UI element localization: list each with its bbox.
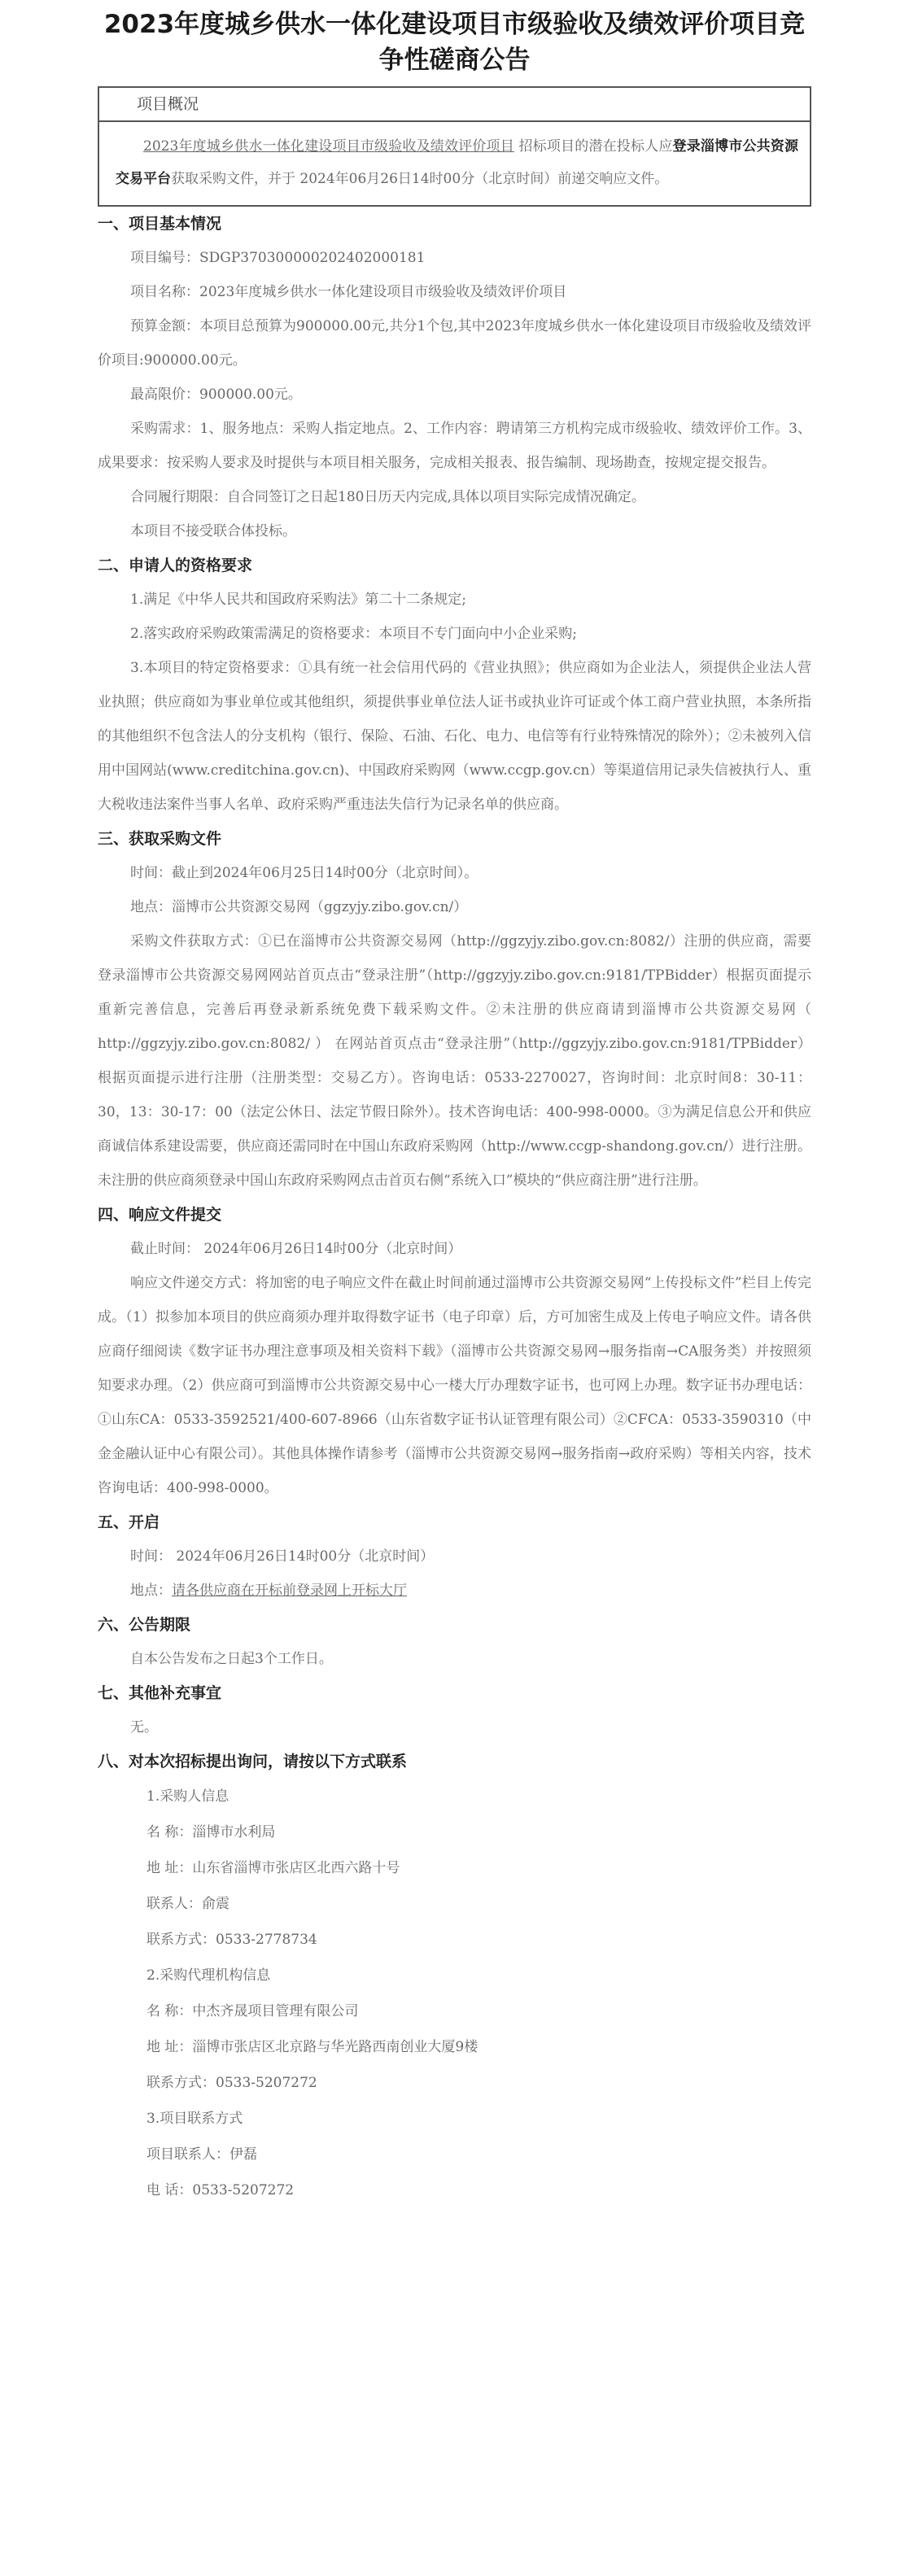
project-contact-title: 3.项目联系方式	[146, 2111, 243, 2127]
qualification-2: 2.落实政府采购政策需满足的资格要求：本项目不专门面向中小企业采购;	[130, 626, 577, 642]
overview-text	[99, 122, 810, 205]
section-heading-qualification: 二、申请人的资格要求	[98, 557, 253, 574]
agent-info-title: 2.采购代理机构信息	[146, 1967, 271, 1984]
buyer-name: 名 称：淄博市水利局	[146, 1824, 276, 1840]
section-heading-notice-period: 六、公告期限	[98, 1616, 191, 1634]
section-heading-opening: 五、开启	[98, 1513, 160, 1531]
section-heading-submission: 四、响应文件提交	[98, 1206, 222, 1224]
agent-phone: 联系方式：0533-5207272	[146, 2075, 317, 2091]
project-name: 项目名称：2023年度城乡供水一体化建设项目市级验收及绩效评价项目	[130, 284, 567, 300]
project-contact-person: 项目联系人：伊磊	[146, 2146, 257, 2163]
buyer-contact: 联系人：俞震	[146, 1896, 229, 1912]
overview-platform: 登录淄博市公共资源交易平台	[116, 138, 798, 187]
qualification-1: 1.满足《中华人民共和国政府采购法》第二十二条规定;	[130, 592, 466, 608]
other-matters: 无。	[130, 1719, 158, 1736]
buyer-address: 地 址：山东省淄博市张店区北西六路十号	[146, 1860, 400, 1876]
agent-address: 地 址：淄博市张店区北京路与华光路西南创业大厦9楼	[146, 2039, 479, 2055]
obtain-location: 地点：淄博市公共资源交易网（ggzyjy.zibo.gov.cn/）	[130, 899, 468, 915]
buyer-info-title: 1.采购人信息	[146, 1788, 229, 1805]
opening-location-label: 地点：	[130, 1583, 172, 1599]
opening-time: 时间： 2024年06月26日14时00分（北京时间）	[130, 1548, 435, 1565]
obtain-time: 时间：截止到2024年06月25日14时00分（北京时间）。	[130, 865, 479, 881]
obtain-method: 采购文件获取方式：①已在淄博市公共资源交易网（http://ggzyjy.zibo.gov.cn:8082/）注册的供应商，需要登录淄博市公共资源交易网网站首页点击“登录注册”（http://ggzyjy.zibo.gov.cn:9181/TPBidder）根据页面提示重新完善信息，完善后再登录新系统免费下载采购文件。②未注册的供应商请到淄博市公共资源交易网（ http://ggzyjy.zibo.gov.cn:8082/ ） 在网站首页点击“登录注册”（http://ggzyjy.zibo.gov.cn:9181/TPBidder）根据页面提示进行注册（注册类型：交易乙方）。咨询电话：0533-2270027，咨询时间：北京时间8：30-11：30，13：30-17：00（法定公休日、法定节假日除外）。技术咨询电话：400-998-0000。③为满足信息公开和供应商诚信体系建设需要，供应商还需同时在中国山东政府采购网（http://www.ccgp-shandong.gov.cn/）进行注册。未注册的供应商须登录中国山东政府采购网点击首页右侧“系统入口”模块的“供应商注册”进行注册。	[98, 933, 811, 1189]
max-price: 最高限价：900000.00元。	[130, 386, 302, 403]
qualification-3: 3.本项目的特定资格要求：①具有统一社会信用代码的《营业执照》；供应商如为企业法人，须提供企业法人营业执照；供应商如为事业单位或其他组织，须提供事业单位法人证书或执业许可证或个体工商户营业执照，本条所指的其他组织不包含法人的分支机构（银行、保险、石油、石化、电力、电信等有行业特殊情况的除外）；②未被列入信用中国网站(www.creditchina.gov.cn)、中国政府采购网（www.ccgp.gov.cn）等渠道信用记录失信被执行人、重大税收违法案件当事人名单、政府采购严重违法失信行为记录名单的供应商。	[98, 660, 811, 813]
page-title: 2023年度城乡供水一体化建设项目市级验收及绩效评价项目竞争性磋商公告	[103, 10, 806, 75]
project-contact-phone: 电 话：0533-5207272	[146, 2182, 295, 2198]
overview-box	[98, 86, 811, 207]
overview-project-name: 2023年度城乡供水一体化建设项目市级验收及绩效评价项目	[143, 138, 514, 155]
overview-header: 项目概况	[99, 88, 810, 122]
opening-hall-link[interactable]: 请各供应商在开标前登录网上开标大厅	[172, 1583, 407, 1599]
section-heading-basic-info: 一、项目基本情况	[98, 215, 222, 233]
project-number: 项目编号：SDGP370300000202402000181	[130, 250, 426, 266]
notice-period: 自本公告发布之日起3个工作日。	[130, 1651, 333, 1667]
procurement-requirements: 采购需求：1、服务地点：采购人指定地点。2、工作内容：聘请第三方机构完成市级验收、绩效评价工作。3、成果要求：按采购人要求及时提供与本项目相关服务，完成相关报表、报告编制、现场勘查，按规定提交报告。	[98, 421, 811, 471]
section-heading-contact: 八、对本次招标提出询问，请按以下方式联系	[98, 1753, 408, 1770]
submission-method: 响应文件递交方式：将加密的电子响应文件在截止时间前通过淄博市公共资源交易网“上传投标文件”栏目上传完成。（1）拟参加本项目的供应商须办理并取得数字证书（电子印章）后，方可加密生成及上传电子响应文件。请各供应商仔细阅读《数字证书办理注意事项及相关资料下载》（淄博市公共资源交易网→服务指南→CA服务类）并按照须知要求办理。（2）供应商可到淄博市公共资源交易中心一楼大厅办理数字证书，也可网上办理。数字证书办理电话：①山东CA：0533-3592521/400-607-8966（山东省数字证书认证管理有限公司）②CFCA：0533-3590310（中金金融认证中心有限公司）。其他具体操作请参考（淄博市公共资源交易网→服务指南→政府采购）等相关内容，技术咨询电话：400-998-0000。	[98, 1275, 811, 1496]
overview-text-a: 招标项目的潜在投标人应	[513, 138, 673, 155]
contract-period: 合同履行期限：自合同签订之日起180日历天内完成,具体以项目实际完成情况确定。	[130, 489, 645, 505]
no-consortium: 本项目不接受联合体投标。	[130, 523, 296, 539]
buyer-phone: 联系方式：0533-2778734	[146, 1932, 317, 1948]
budget-amount: 预算金额：本项目总预算为900000.00元,共分1个包,其中2023年度城乡供水一体化建设项目市级验收及绩效评价项目:900000.00元。	[98, 318, 811, 369]
submission-deadline: 截止时间： 2024年06月26日14时00分（北京时间）	[130, 1241, 462, 1257]
section-heading-obtain-docs: 三、获取采购文件	[98, 830, 222, 848]
agent-name: 名 称：中杰齐晟项目管理有限公司	[146, 2003, 359, 2019]
section-heading-other-matters: 七、其他补充事宜	[98, 1684, 222, 1702]
opening-location	[98, 1574, 811, 1608]
overview-text-b: 获取采购文件，并于 2024年06月26日14时00分（北京时间）前递交响应文件。	[171, 171, 669, 187]
